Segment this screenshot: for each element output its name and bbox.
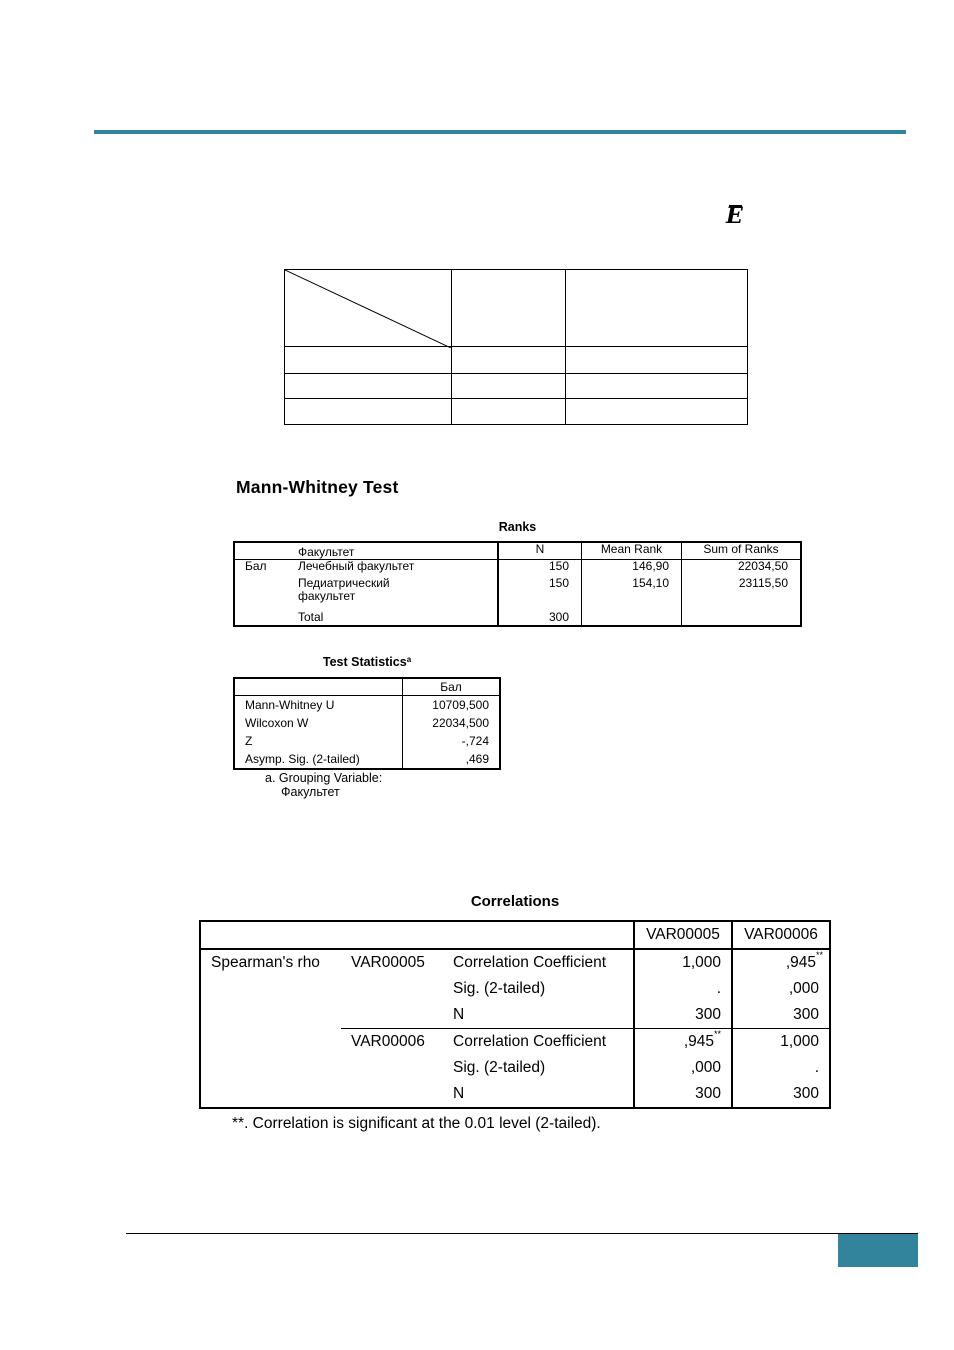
empty-cell — [452, 347, 566, 374]
col-header-sum-ranks: Sum of Ranks — [682, 542, 802, 559]
value-text: ,945 — [785, 954, 816, 971]
empty-cell — [234, 608, 294, 626]
corner-cell — [234, 678, 403, 696]
cell-value: . — [634, 976, 732, 1002]
caption-text: Test Statistics — [322, 655, 407, 669]
empty-cell — [682, 608, 802, 626]
footnote-line: a. Grouping Variable: — [265, 771, 383, 785]
empty-cell — [566, 399, 748, 425]
ranks-caption: Ranks — [498, 520, 537, 534]
cell-value: ,000 — [788, 980, 819, 997]
ranks-table — [233, 541, 802, 627]
empty-cell — [285, 347, 452, 374]
cell-value: 1,000 — [780, 1033, 819, 1050]
cell-mean-rank: 154,10 — [582, 576, 682, 608]
cell-value — [732, 949, 830, 976]
cell-value: . — [814, 1059, 819, 1076]
cell-sum-ranks: 22034,50 — [737, 558, 788, 573]
stat-label: N — [443, 1081, 634, 1108]
empty-cell — [341, 1055, 443, 1081]
cell-value — [634, 1029, 732, 1056]
header-rule — [94, 130, 906, 134]
cell-n: 300 — [498, 608, 582, 626]
stat-label: Asymp. Sig. (2-tailed) — [234, 750, 403, 769]
empty-cell — [566, 347, 748, 374]
empty-table — [284, 269, 748, 425]
empty-cell — [452, 270, 566, 347]
stat-value: -,724 — [461, 733, 489, 748]
correlations-caption: Correlations — [470, 893, 560, 910]
grouping-footnote — [265, 771, 382, 799]
cell-value: ,000 — [634, 1055, 732, 1081]
empty-cell — [285, 374, 452, 399]
empty-cell — [566, 270, 748, 347]
row-var: VAR00006 — [351, 1033, 425, 1050]
cell-sum-ranks: 23115,50 — [738, 576, 788, 590]
col-header-n: N — [498, 542, 582, 559]
stat-value: ,469 — [465, 751, 489, 766]
row-var: VAR00005 — [351, 954, 425, 971]
diagonal-header-cell — [285, 270, 452, 347]
cell-mean-rank: 146,90 — [582, 559, 682, 576]
col-header-var6: VAR00006 — [732, 921, 830, 949]
page-number-box — [838, 1234, 918, 1267]
empty-cell — [234, 576, 294, 608]
test-statistics-table — [233, 677, 501, 770]
cell-value: 300 — [634, 1002, 732, 1029]
stat-label: Correlation Coefficient — [443, 949, 634, 976]
row-group: Total — [294, 608, 498, 626]
mann-whitney-heading: Mann-Whitney Test — [236, 477, 399, 497]
corner-cell — [200, 921, 634, 949]
significance-mark: ** — [713, 1029, 721, 1039]
cell-value: 1,000 — [634, 949, 732, 976]
cell-n: 150 — [498, 559, 582, 576]
stat-label: N — [443, 1002, 634, 1029]
col-header-bal: Бал — [403, 678, 501, 696]
row-group — [294, 576, 498, 608]
corner-cell — [234, 542, 294, 559]
row-variable: Бал — [245, 558, 267, 573]
cell-n: 150 — [498, 576, 582, 608]
test-statistics-caption — [233, 655, 501, 669]
row-group: Лечебный факультет — [294, 559, 498, 576]
stat-label: Sig. (2-tailed) — [443, 1055, 634, 1081]
empty-cell — [341, 976, 443, 1002]
stat-value: 10709,500 — [432, 697, 489, 712]
col-header-group: Факультет — [294, 542, 498, 559]
empty-cell — [452, 374, 566, 399]
empty-cell — [285, 399, 452, 425]
row-group-line: факультет — [298, 589, 356, 603]
cell-value: 300 — [634, 1081, 732, 1108]
correlations-table — [199, 920, 831, 1109]
footnote-line: Факультет — [281, 785, 340, 799]
stat-label: Correlation Coefficient — [443, 1029, 634, 1056]
value-text: ,945 — [683, 1033, 714, 1050]
caption-sup: a — [406, 655, 412, 664]
stat-label: Z — [234, 732, 403, 750]
stat-label: Sig. (2-tailed) — [443, 976, 634, 1002]
method-label: Spearman's rho — [211, 954, 320, 971]
empty-cell — [566, 374, 748, 399]
cell-value: 300 — [793, 1085, 819, 1102]
footer-rule — [126, 1233, 918, 1234]
row-group-line: Педиатрический — [298, 576, 390, 590]
correlation-footnote: **. Correlation is significant at the 0.01 level (2-tailed). — [232, 1115, 601, 1132]
empty-cell — [341, 1081, 443, 1108]
empty-cell — [582, 608, 682, 626]
stat-label: Wilcoxon W — [234, 714, 403, 732]
stat-value: 22034,500 — [432, 715, 489, 730]
diagonal-line — [285, 270, 451, 348]
col-header-mean-rank: Mean Rank — [582, 542, 682, 559]
equation-symbol: E — [726, 203, 743, 229]
empty-cell — [452, 399, 566, 425]
cell-value: 300 — [732, 1002, 830, 1029]
col-header-var5: VAR00005 — [634, 921, 732, 949]
stat-label: Mann-Whitney U — [234, 696, 403, 715]
empty-cell — [341, 1002, 443, 1029]
significance-mark: ** — [815, 950, 823, 960]
